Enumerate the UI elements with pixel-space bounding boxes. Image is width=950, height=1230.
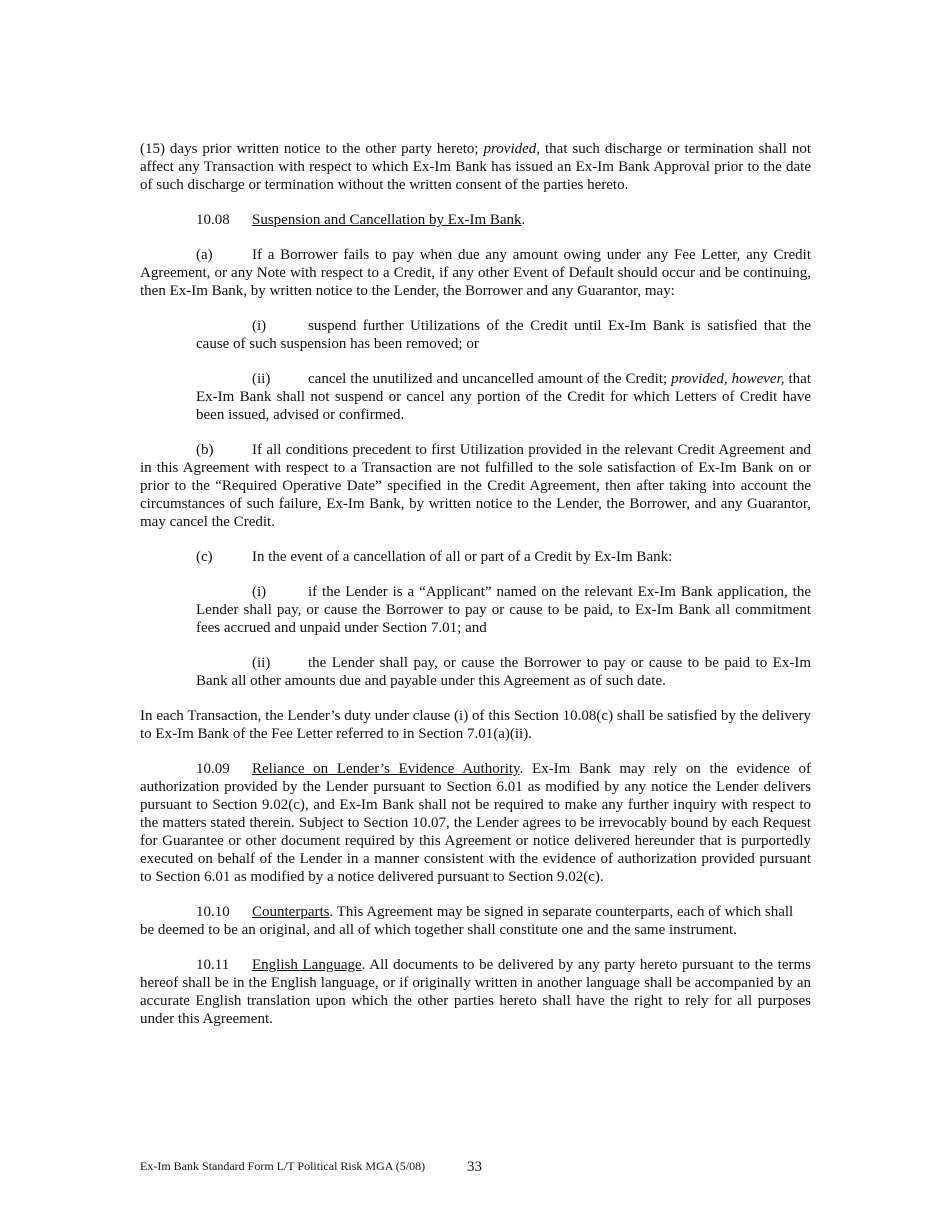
clause-text: cancel the unutilized and uncancelled amount of the Credit; <box>308 371 672 387</box>
section-title-period: . <box>521 212 526 228</box>
clause-number: (a) <box>196 247 213 263</box>
clause-number: (c) <box>196 549 213 565</box>
section-10-09 <box>140 760 811 886</box>
intro-italic: provided, <box>483 141 541 157</box>
clause-c-i <box>140 583 811 637</box>
clause-text: In the event of a cancellation of all or part of a Credit by Ex-Im Bank: <box>252 549 673 565</box>
section-title: Suspension and Cancellation by Ex-Im Bank <box>252 212 522 228</box>
section-number: 10.08 <box>196 212 230 228</box>
clause-a <box>140 246 811 300</box>
section-title: Counterparts <box>252 904 330 920</box>
clause-number: (i) <box>252 584 267 600</box>
clause-a-i <box>140 317 811 353</box>
clause-text: suspend further Utilizations of the Credit until Ex-Im Bank is satisfied that the cause of such suspension has been removed; or <box>196 318 811 352</box>
document-body <box>140 140 811 1045</box>
clause-italic: provided, however, <box>671 371 785 387</box>
clause-b <box>140 441 811 531</box>
section-10-11 <box>140 956 811 1028</box>
page-footer: Ex-Im Bank Standard Form L/T Political Risk MGA (5/08) <box>140 1159 426 1173</box>
intro-text-2: that such discharge or termination shall not affect any Transaction with respect to which Ex-Im Bank has issued an Ex-Im Bank Approval prior to the date of such discharge or termination without the written consent of the parties hereto. <box>140 141 811 193</box>
section-10-10 <box>140 903 811 939</box>
clause-number: (ii) <box>252 371 271 387</box>
clause-c <box>140 548 811 566</box>
section-title: Reliance on Lender’s Evidence Authority <box>252 761 520 777</box>
section-number: 10.11 <box>196 957 230 973</box>
section-title: English Language <box>252 957 362 973</box>
paragraph-text: In each Transaction, the Lender’s duty under clause (i) of this Section 10.08(c) shall be satisfied by the delivery to Ex-Im Bank of the Fee Letter referred to in Section 7.01(a)(ii). <box>140 708 811 742</box>
section-number: 10.10 <box>196 904 230 920</box>
clause-text-2: that Ex-Im Bank shall not suspend or cancel any portion of the Credit for which Letters of Credit have been issued, advised or confirmed. <box>196 371 811 423</box>
section-text: . All documents to be delivered by any party hereto pursuant to the terms hereof shall be in the English language, or if originally written in another language shall be accompanied by an accurate English translation upon which the other parties hereto shall have the right to rely for all purposes under this Agreement. <box>140 957 811 1027</box>
clause-text: If all conditions precedent to first Utilization provided in the relevant Credit Agreement and in this Agreement with respect to a Transaction are not fulfilled to the sole satisfaction of Ex-Im Bank on or prior to the “Required Operative Date” specified in the Credit Agreement, then after taking into account the circumstances of such failure, Ex-Im Bank, by written notice to the Lender, the Borrower, and any Guarantor, may cancel the Credit. <box>140 442 811 530</box>
section-10-08-heading <box>140 211 811 229</box>
clause-number: (b) <box>196 442 214 458</box>
paragraph-intro <box>140 140 811 194</box>
paragraph-each-transaction <box>140 707 811 743</box>
page-number: 33 <box>467 1159 482 1175</box>
clause-text: if the Lender is a “Applicant” named on the relevant Ex-Im Bank application, the Lender shall pay, or cause the Borrower to pay or cause to be paid, to Ex-Im Bank all commitment fees accrued and unpaid under Section 7.01; and <box>196 584 811 636</box>
intro-text: (15) days prior written notice to the other party hereto; <box>140 141 484 157</box>
clause-number: (i) <box>252 318 267 334</box>
section-text: . This Agreement may be signed in separate counterparts, each of which shall be deemed to be an original, and all of which together shall constitute one and the same instrument. <box>140 904 794 938</box>
clause-a-ii <box>140 370 811 424</box>
section-number: 10.09 <box>196 761 230 777</box>
clause-text: the Lender shall pay, or cause the Borrower to pay or cause to be paid to Ex-Im Bank all other amounts due and payable under this Agreement as of such date. <box>196 655 811 689</box>
clause-text: If a Borrower fails to pay when due any amount owing under any Fee Letter, any Credit Agreement, or any Note with respect to a Credit, if any other Event of Default should occur and be continuing, then Ex-Im Bank, by written notice to the Lender, the Borrower and any Guarantor, may: <box>140 247 811 299</box>
clause-number: (ii) <box>252 655 271 671</box>
section-text: . Ex-Im Bank may rely on the evidence of authorization provided by the Lender pursuant to Section 6.01 as modified by any notice the Lender delivers pursuant to Section 9.02(c), and Ex-Im Bank shall not be required to make any further inquiry with respect to the matters stated therein. Subject to Section 10.07, the Lender agrees to be irrevocably bound by each Request for Guarantee or other document required by this Agreement or notice delivered hereunder that is purportedly executed on behalf of the Lender in a manner consistent with the evidence of authorization provided pursuant to Section 6.01 as modified by a notice delivered pursuant to Section 9.02(c). <box>140 761 811 885</box>
clause-c-ii <box>140 654 811 690</box>
